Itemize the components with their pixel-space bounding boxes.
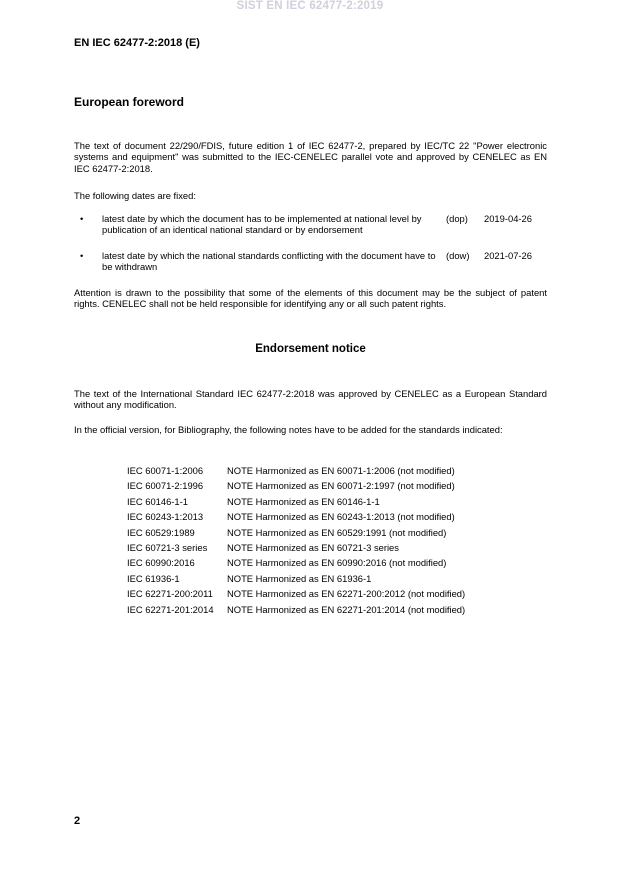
foreword-heading: European foreword <box>74 95 185 109</box>
standard-ref: IEC 60721-3 series <box>127 541 208 553</box>
patent-attention: Attention is drawn to the possibility that some of the elements of this document may be the subject of patent rights. CENELEC shall not be held responsible for identifying any or all such patent rights. <box>74 287 547 310</box>
date-item-value: 2021-07-26 <box>484 250 532 261</box>
endorsement-text: The text of the International Standard IEC 62477-2:2018 was approved by CENELEC as a European Standard without any modification. <box>74 388 547 411</box>
bullet-icon: • <box>80 213 84 224</box>
standard-note: NOTE Harmonized as EN 60243-1:2013 (not modified) <box>227 511 455 523</box>
standard-ref: IEC 60071-2:1996 <box>127 480 204 492</box>
standard-ref: IEC 60990:2016 <box>127 557 195 569</box>
watermark: SIST EN IEC 62477-2:2019 <box>236 0 384 12</box>
foreword-intro: The text of document 22/290/FDIS, future edition 1 of IEC 62477-2, prepared by IEC/TC 22 "Power electronic systems and equipment" was submitted to the IEC-CENELEC parallel vote and approved by CENELEC as EN IEC 62477-2:2018. <box>74 140 547 174</box>
standard-ref: IEC 62271-200:2011 <box>127 588 213 600</box>
standard-ref: IEC 60243-1:2013 <box>127 511 204 523</box>
standard-ref: IEC 61936-1 <box>127 572 180 584</box>
standard-note: NOTE Harmonized as EN 60071-2:1997 (not modified) <box>227 480 455 492</box>
standard-note: NOTE Harmonized as EN 60146-1-1 <box>227 495 380 507</box>
date-item-text: latest date by which the national standards conflicting with the document have to be withdrawn <box>102 250 436 273</box>
standard-note: NOTE Harmonized as EN 61936-1 <box>227 572 372 584</box>
standard-note: NOTE Harmonized as EN 62271-201:2014 (not modified) <box>227 603 466 615</box>
date-item-text: latest date by which the document has to be implemented at national level by publication of an identical national standard or by endorsement <box>102 213 422 236</box>
standard-note: NOTE Harmonized as EN 60071-1:2006 (not modified) <box>227 465 455 476</box>
standard-ref: IEC 60529:1989 <box>127 526 195 538</box>
standard-note: NOTE Harmonized as EN 62271-200:2012 (not modified) <box>227 588 466 600</box>
standard-note: NOTE Harmonized as EN 60529:1991 (not modified) <box>227 526 447 538</box>
standard-note: NOTE Harmonized as EN 60721-3 series <box>227 541 399 553</box>
date-item-value: 2019-04-26 <box>484 213 532 224</box>
standard-ref: IEC 60071-1:2006 <box>127 465 204 476</box>
date-item-code: (dow) <box>446 250 470 261</box>
bullet-icon: • <box>80 250 84 261</box>
standard-ref: IEC 60146-1-1 <box>127 495 188 507</box>
standard-ref: IEC 62271-201:2014 <box>127 603 214 615</box>
standard-note: NOTE Harmonized as EN 60990:2016 (not modified) <box>227 557 447 569</box>
dates-intro: The following dates are fixed: <box>74 190 196 201</box>
endorsement-heading: Endorsement notice <box>255 343 366 355</box>
notes-intro: In the official version, for Bibliography, the following notes have to be added for the standards indicated: <box>74 424 503 435</box>
document-id: EN IEC 62477-2:2018 (E) <box>74 37 200 49</box>
date-item-code: (dop) <box>446 213 468 224</box>
page-number: 2 <box>74 815 81 827</box>
